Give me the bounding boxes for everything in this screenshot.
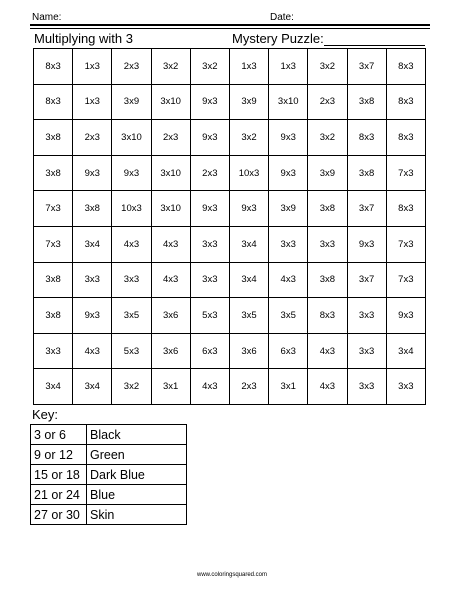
mystery-puzzle-label: Mystery Puzzle: (232, 31, 324, 46)
key-value: 27 or 30 (31, 505, 87, 525)
grid-cell[interactable]: 8x3 (34, 49, 73, 85)
grid-cell[interactable]: 3x5 (112, 298, 151, 334)
grid-cell[interactable]: 3x8 (34, 298, 73, 334)
grid-cell[interactable]: 7x3 (386, 226, 425, 262)
grid-cell[interactable]: 5x3 (190, 298, 229, 334)
grid-row (34, 120, 426, 156)
grid-cell[interactable]: 2x3 (308, 84, 347, 120)
grid-cell[interactable]: 8x3 (386, 120, 425, 156)
grid-cell[interactable]: 9x3 (190, 120, 229, 156)
grid-cell[interactable]: 3x2 (112, 369, 151, 405)
grid-cell[interactable]: 3x7 (347, 49, 386, 85)
grid-cell[interactable]: 3x9 (229, 84, 268, 120)
grid-cell[interactable]: 3x8 (73, 191, 112, 227)
grid-cell[interactable]: 6x3 (269, 333, 308, 369)
grid-cell[interactable]: 2x3 (190, 155, 229, 191)
grid-cell[interactable]: 1x3 (73, 49, 112, 85)
grid-cell[interactable]: 3x8 (308, 191, 347, 227)
grid-cell[interactable]: 3x2 (190, 49, 229, 85)
grid-cell[interactable]: 3x1 (269, 369, 308, 405)
grid-cell[interactable]: 3x3 (190, 226, 229, 262)
grid-cell[interactable]: 3x3 (269, 226, 308, 262)
grid-cell[interactable]: 3x2 (308, 49, 347, 85)
grid-cell[interactable]: 3x10 (269, 84, 308, 120)
grid-cell[interactable]: 2x3 (151, 120, 190, 156)
grid-cell[interactable]: 3x3 (386, 369, 425, 405)
key-color: Skin (87, 505, 187, 525)
worksheet-title: Multiplying with 3 (34, 31, 133, 46)
key-title: Key: (32, 407, 59, 422)
grid-cell[interactable]: 3x8 (34, 120, 73, 156)
grid-row (34, 84, 426, 120)
grid-cell[interactable]: 3x7 (347, 262, 386, 298)
grid-row (34, 298, 426, 334)
grid-cell[interactable]: 1x3 (73, 84, 112, 120)
grid-cell[interactable]: 7x3 (386, 155, 425, 191)
grid-cell[interactable]: 3x8 (308, 262, 347, 298)
grid-cell[interactable]: 5x3 (112, 333, 151, 369)
grid-cell[interactable]: 9x3 (269, 155, 308, 191)
key-row (31, 425, 187, 445)
grid-cell[interactable]: 3x6 (151, 298, 190, 334)
grid-cell[interactable]: 3x3 (34, 333, 73, 369)
key-color: Black (87, 425, 187, 445)
grid-row (34, 333, 426, 369)
grid-row (34, 49, 426, 85)
grid-cell[interactable]: 9x3 (386, 298, 425, 334)
grid-cell[interactable]: 3x4 (386, 333, 425, 369)
key-table (30, 424, 187, 525)
grid-cell[interactable]: 3x10 (151, 191, 190, 227)
grid-cell[interactable]: 4x3 (151, 262, 190, 298)
grid-cell[interactable]: 2x3 (229, 369, 268, 405)
grid-row (34, 191, 426, 227)
grid-cell[interactable]: 3x8 (347, 155, 386, 191)
grid-cell[interactable]: 3x3 (73, 262, 112, 298)
grid-cell[interactable]: 8x3 (347, 120, 386, 156)
key-value: 3 or 6 (31, 425, 87, 445)
grid-cell[interactable]: 3x5 (229, 298, 268, 334)
key-value: 9 or 12 (31, 445, 87, 465)
grid-row (34, 226, 426, 262)
grid-cell[interactable]: 3x9 (269, 191, 308, 227)
header-rule-top (30, 24, 430, 26)
grid-cell[interactable]: 10x3 (229, 155, 268, 191)
grid-cell[interactable]: 8x3 (34, 84, 73, 120)
grid-cell[interactable]: 3x2 (151, 49, 190, 85)
grid-cell[interactable]: 3x10 (112, 120, 151, 156)
grid-cell[interactable]: 4x3 (73, 333, 112, 369)
grid-cell[interactable]: 9x3 (112, 155, 151, 191)
grid-cell[interactable]: 4x3 (269, 262, 308, 298)
grid-cell[interactable]: 3x6 (229, 333, 268, 369)
grid-cell[interactable]: 3x8 (34, 262, 73, 298)
grid-cell[interactable]: 9x3 (347, 226, 386, 262)
puzzle-grid (33, 48, 426, 405)
grid-cell[interactable]: 6x3 (190, 333, 229, 369)
name-label: Name: (32, 12, 62, 23)
grid-cell[interactable]: 9x3 (190, 84, 229, 120)
grid-cell[interactable]: 2x3 (73, 120, 112, 156)
key-color: Dark Blue (87, 465, 187, 485)
key-row (31, 485, 187, 505)
grid-cell[interactable]: 7x3 (386, 262, 425, 298)
grid-cell[interactable]: 9x3 (73, 155, 112, 191)
grid-cell[interactable]: 10x3 (112, 191, 151, 227)
grid-cell[interactable]: 4x3 (190, 369, 229, 405)
grid-cell[interactable]: 3x10 (151, 155, 190, 191)
grid-cell[interactable]: 3x3 (112, 262, 151, 298)
grid-cell[interactable]: 3x3 (347, 333, 386, 369)
grid-cell[interactable]: 9x3 (73, 298, 112, 334)
grid-cell[interactable]: 8x3 (386, 84, 425, 120)
key-value: 15 or 18 (31, 465, 87, 485)
grid-cell[interactable]: 3x3 (347, 298, 386, 334)
grid-cell[interactable]: 4x3 (308, 333, 347, 369)
grid-cell[interactable]: 3x8 (347, 84, 386, 120)
grid-cell[interactable]: 8x3 (386, 191, 425, 227)
key-color: Blue (87, 485, 187, 505)
grid-cell[interactable]: 3x5 (269, 298, 308, 334)
grid-cell[interactable]: 4x3 (112, 226, 151, 262)
key-row (31, 465, 187, 485)
grid-cell[interactable]: 3x2 (308, 120, 347, 156)
grid-cell[interactable]: 2x3 (112, 49, 151, 85)
grid-cell[interactable]: 3x4 (34, 369, 73, 405)
grid-cell[interactable]: 3x4 (229, 262, 268, 298)
grid-cell[interactable]: 1x3 (229, 49, 268, 85)
grid-row (34, 369, 426, 405)
grid-cell[interactable]: 3x2 (229, 120, 268, 156)
grid-cell[interactable]: 9x3 (269, 120, 308, 156)
key-row (31, 445, 187, 465)
grid-cell[interactable]: 8x3 (386, 49, 425, 85)
grid-cell[interactable]: 7x3 (34, 191, 73, 227)
grid-cell[interactable]: 4x3 (151, 226, 190, 262)
grid-cell[interactable]: 3x3 (308, 226, 347, 262)
grid-row (34, 262, 426, 298)
grid-cell[interactable]: 3x4 (229, 226, 268, 262)
grid-cell[interactable]: 3x1 (151, 369, 190, 405)
date-label: Date: (270, 12, 294, 23)
grid-cell[interactable]: 3x3 (347, 369, 386, 405)
grid-cell[interactable]: 9x3 (229, 191, 268, 227)
grid-row (34, 155, 426, 191)
mystery-puzzle-answer-line (324, 45, 425, 46)
grid-cell[interactable]: 4x3 (308, 369, 347, 405)
grid-cell[interactable]: 1x3 (269, 49, 308, 85)
grid-cell[interactable]: 3x4 (73, 226, 112, 262)
grid-cell[interactable]: 3x6 (151, 333, 190, 369)
grid-cell[interactable]: 9x3 (190, 191, 229, 227)
key-color: Green (87, 445, 187, 465)
key-value: 21 or 24 (31, 485, 87, 505)
grid-cell[interactable]: 7x3 (34, 226, 73, 262)
grid-cell[interactable]: 3x4 (73, 369, 112, 405)
grid-cell[interactable]: 8x3 (308, 298, 347, 334)
grid-cell[interactable]: 3x3 (190, 262, 229, 298)
footer-url: www.coloringsquared.com (196, 572, 268, 578)
header-rule-bottom (30, 28, 430, 29)
grid-cell[interactable]: 3x7 (347, 191, 386, 227)
grid-cell[interactable]: 3x9 (308, 155, 347, 191)
key-row (31, 505, 187, 525)
grid-cell[interactable]: 3x8 (34, 155, 73, 191)
grid-cell[interactable]: 3x9 (112, 84, 151, 120)
grid-cell[interactable]: 3x10 (151, 84, 190, 120)
